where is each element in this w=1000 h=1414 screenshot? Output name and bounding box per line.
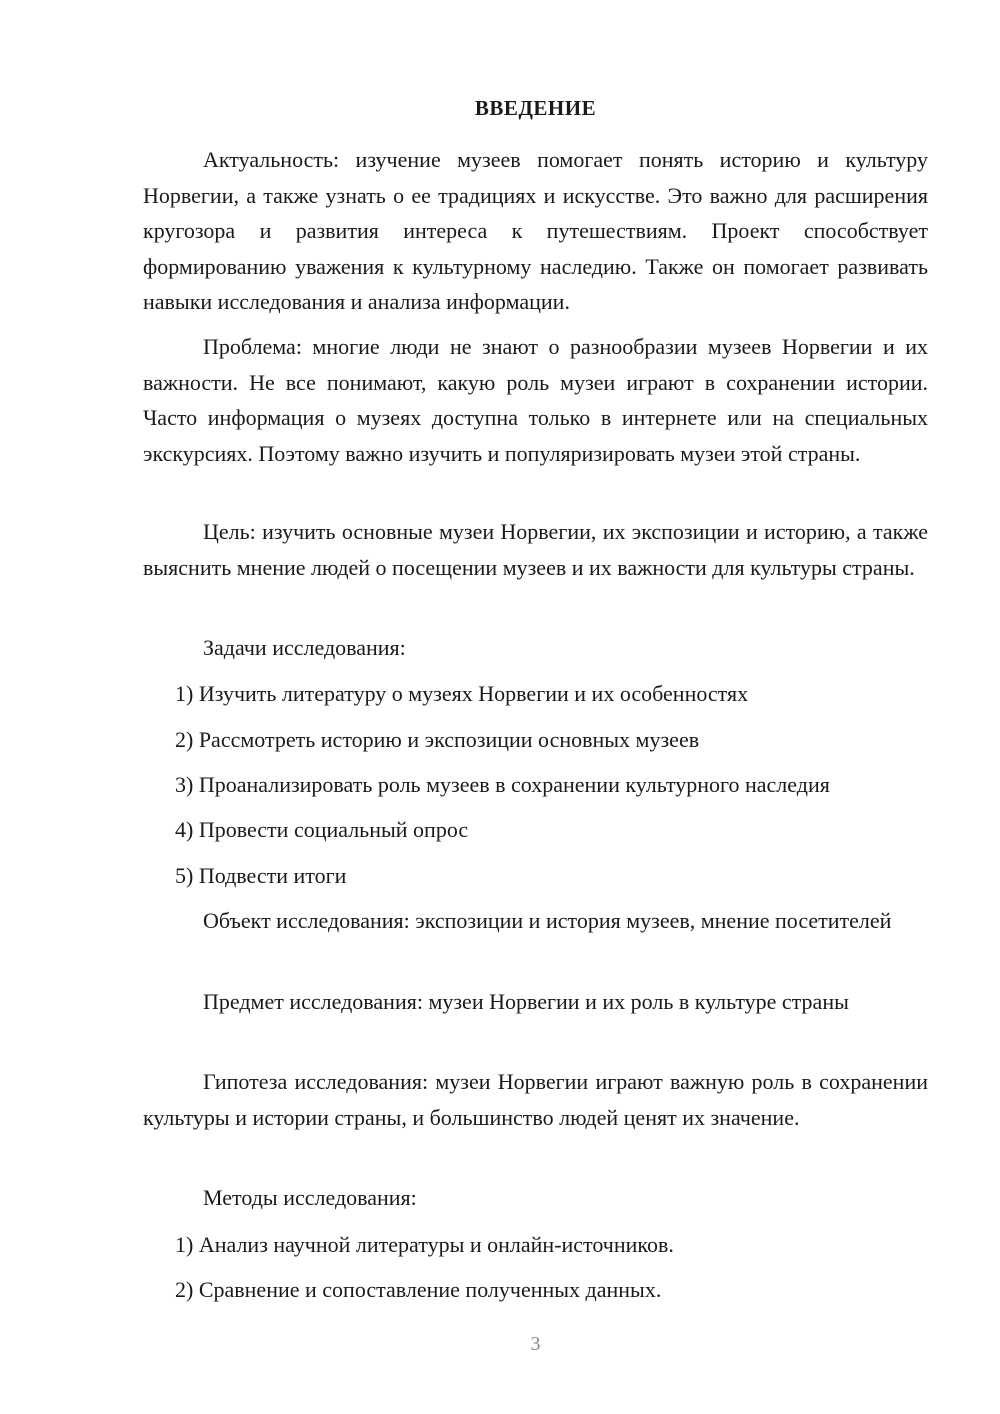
- goal-paragraph: Цель: изучить основные музеи Норвегии, их экспозиции и историю, а также выяснить мнение людей о посещении музеев и их важности для культуры страны.: [143, 519, 928, 580]
- document-page: [143, 0, 928, 1414]
- method-item: 2) Сравнение и сопоставление полученных данных.: [175, 1277, 662, 1302]
- task-item: 4) Провести социальный опрос: [175, 817, 469, 842]
- page-title: ВВЕДЕНИЕ: [474, 96, 597, 120]
- subject-paragraph: Предмет исследования: музеи Норвегии и их роль в культуре страны: [203, 989, 849, 1014]
- hypothesis-paragraph: Гипотеза исследования: музеи Норвегии играют важную роль в сохранении культуры и истории страны, и большинство людей ценят их значение.: [143, 1069, 928, 1130]
- problem-paragraph: Проблема: многие люди не знают о разнообразии музеев Норвегии и их важности. Не все понимают, какую роль музеи играют в сохранении истории. Часто информация о музеях доступна только в интернете или на специальных экскурсиях. Поэтому важно изучить и популяризировать музеи этой страны.: [143, 334, 928, 466]
- task-item: 5) Подвести итоги: [175, 863, 347, 888]
- task-item: 1) Изучить литературу о музеях Норвегии и их особенностях: [175, 681, 749, 706]
- object-paragraph: Объект исследования: экспозиции и история музеев, мнение посетителей: [203, 908, 892, 933]
- tasks-heading: Задачи исследования:: [203, 635, 406, 660]
- relevance-paragraph: Актуальность: изучение музеев помогает понять историю и культуру Норвегии, а также узнать о ее традициях и искусстве. Это важно для расширения кругозора и развития интереса к путешествиям. Проект способствует формированию уважения к культурному наследию. Также он помогает развивать навыки исследования и анализа информации.: [143, 147, 928, 314]
- page-number: 3: [530, 1333, 541, 1355]
- methods-heading: Методы исследования:: [203, 1185, 417, 1210]
- task-item: 2) Рассмотреть историю и экспозиции основных музеев: [175, 727, 700, 752]
- task-item: 3) Проанализировать роль музеев в сохранении культурного наследия: [175, 772, 830, 797]
- method-item: 1) Анализ научной литературы и онлайн-источников.: [175, 1232, 674, 1257]
